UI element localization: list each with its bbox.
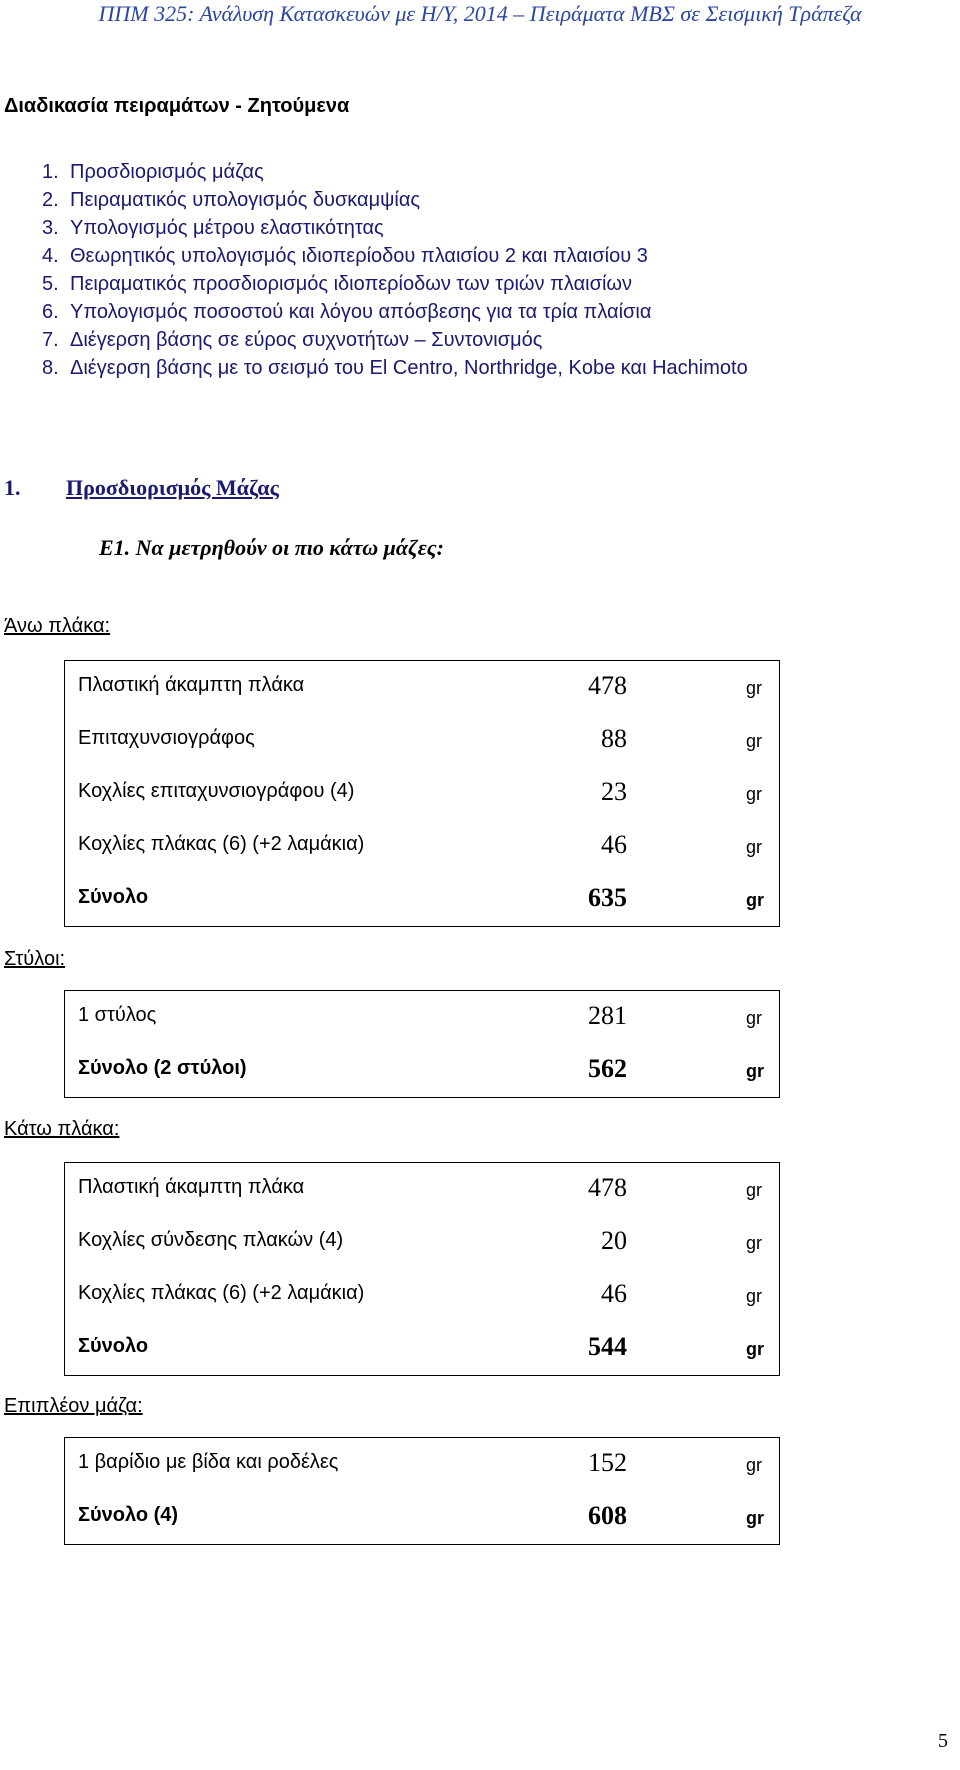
procedure-step: 2. Πειραματικός υπολογισμός δυσκαμψίας [42,189,421,211]
columns-label: Στύλοι: [4,948,66,970]
procedure-step: 3. Υπολογισμός μέτρου ελαστικότητας [42,217,384,239]
extra-mass-table [64,1437,780,1545]
lower-plate-table [64,1162,780,1376]
table-row: Κοχλίες πλάκας (6) (+2 λαμάκια) 46 gr [78,1279,763,1308]
table-row: 1 στύλος 281 gr [78,1001,763,1030]
section-title [4,475,279,501]
procedure-steps-list [42,158,748,382]
upper-plate-table [64,660,780,927]
columns-table [64,990,780,1098]
table-row: Κοχλίες επιταχυνσιογράφου (4) 23 gr [78,777,763,806]
lower-plate-label: Κάτω πλάκα: [4,1118,120,1140]
procedure-step: 7. Διέγερση βάσης σε εύρος συχνοτήτων – Συντονισμός [42,329,543,351]
table-total-row: Σύνολο (4) 608 gr [78,1501,764,1530]
table-row: Κοχλίες σύνδεσης πλακών (4) 20 gr [78,1226,763,1255]
procedure-step: 4. Θεωρητικός υπολογισμός ιδιοπερίοδου πλαισίου 2 και πλαισίου 3 [42,245,648,267]
procedure-step: 1. Προσδιορισμός μάζας [42,161,264,183]
table-row: Πλαστική άκαμπτη πλάκα 478 gr [78,1173,763,1202]
procedure-heading: Διαδικασία πειραμάτων - Ζητούμενα [4,95,350,117]
procedure-step: 6. Υπολογισμός ποσοστού και λόγου απόσβεσης για τα τρία πλαίσια [42,301,652,323]
section-title-text: Προσδιορισμός Μάζας [66,475,279,500]
page-number: 5 [938,1730,948,1752]
table-row: 1 βαρίδιο με βίδα και ροδέλες 152 gr [78,1448,763,1477]
procedure-step: 5. Πειραματικός προσδιορισμός ιδιοπερίοδων των τριών πλαισίων [42,273,633,295]
header-text: ΠΠΜ 325: Ανάλυση Κατασκευών με Η/Υ, 2014 – Πειράματα ΜΒΣ σε Σεισμική Τράπεζα [98,1,862,26]
table-row: Επιταχυνσιογράφος 88 gr [78,724,763,753]
page-header [0,0,960,28]
procedure-step: 8. Διέγερση βάσης με το σεισμό του El Centro, Northridge, Kobe και Hachimoto [42,357,748,379]
table-total-row: Σύνολο (2 στύλοι) 562 gr [78,1054,764,1083]
extra-mass-label: Επιπλέον μάζα: [4,1395,143,1417]
section-number: 1. [4,475,21,500]
table-total-row: Σύνολο 544 gr [78,1332,764,1361]
table-row: Κοχλίες πλάκας (6) (+2 λαμάκια) 46 gr [78,830,763,859]
table-row: Πλαστική άκαμπτη πλάκα 478 gr [78,671,763,700]
task-subtitle: Ε1. Να μετρηθούν οι πιο κάτω μάζες: [99,535,444,560]
upper-plate-label: Άνω πλάκα: [4,615,111,637]
table-total-row: Σύνολο 635 gr [78,883,764,912]
